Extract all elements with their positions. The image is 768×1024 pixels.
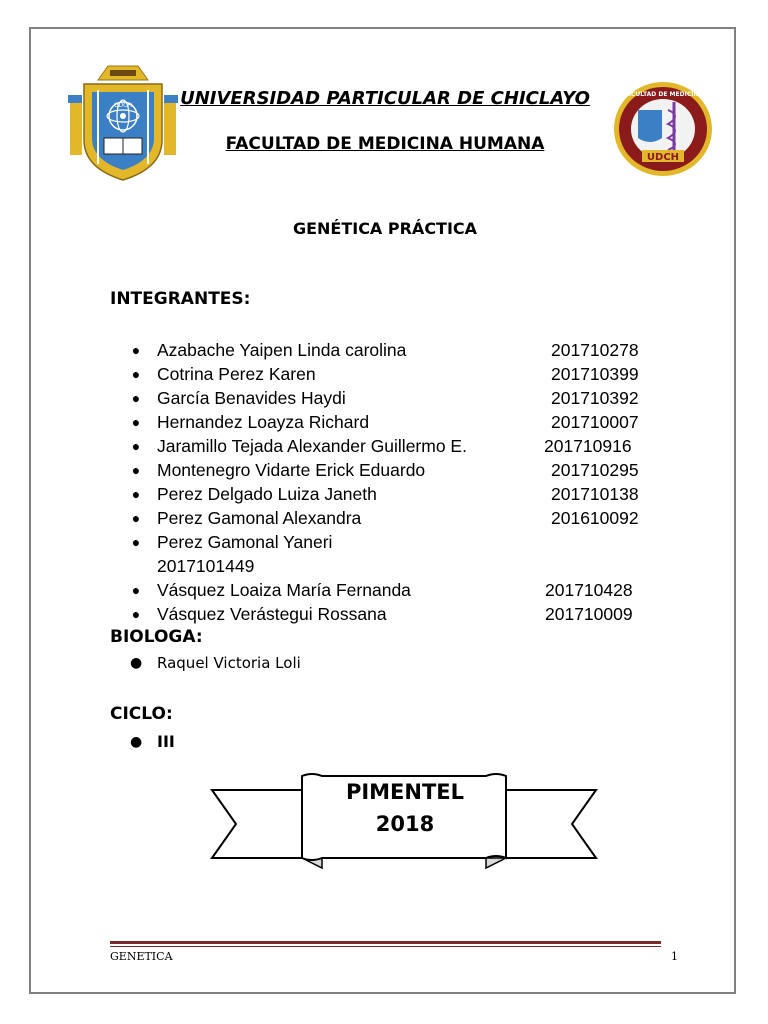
bullet-icon: ● <box>131 342 141 358</box>
university-name: UNIVERSIDAD PARTICULAR DE CHICLAYO <box>180 88 590 109</box>
bullet-icon: ● <box>131 486 141 502</box>
banner-year: 2018 <box>375 812 435 836</box>
list-item <box>130 506 690 530</box>
integrantes-heading: INTEGRANTES: <box>110 289 251 309</box>
member-name: Perez Gamonal Yaneri <box>157 532 333 552</box>
document-title: GENÉTICA PRÁCTICA <box>292 219 478 238</box>
university-logo <box>64 60 182 182</box>
member-code: 201710138 <box>551 484 639 504</box>
bullet-icon: ● <box>131 390 141 406</box>
logo-left-text: UDCH <box>114 102 132 109</box>
bullet-icon: ● <box>131 438 141 454</box>
list-item <box>130 578 690 602</box>
list-item <box>130 530 690 578</box>
member-code: 201710007 <box>551 412 639 432</box>
member-code: 201710009 <box>545 604 633 624</box>
member-name: Perez Delgado Luiza Janeth <box>157 484 377 504</box>
ciclo-value: III <box>157 732 175 751</box>
member-code: 201610092 <box>551 508 639 528</box>
bullet-icon: ● <box>130 734 143 750</box>
bullet-icon: ● <box>130 655 143 671</box>
footer-rule <box>110 941 661 944</box>
faculty-seal <box>612 80 714 178</box>
member-name: Vásquez Verástegui Rossana <box>157 604 387 624</box>
member-name: Vásquez Loaiza María Fernanda <box>157 580 411 600</box>
bullet-icon: ● <box>131 606 141 622</box>
biologa-heading: BIOLOGA: <box>110 627 203 647</box>
members-list <box>130 338 690 626</box>
bullet-icon: ● <box>131 366 141 382</box>
list-item <box>130 386 690 410</box>
bullet-icon: ● <box>131 582 141 598</box>
list-item <box>130 362 690 386</box>
member-name: Perez Gamonal Alexandra <box>157 508 362 528</box>
member-code: 201710428 <box>545 580 633 600</box>
member-code: 201710916 <box>544 436 632 456</box>
list-item <box>130 602 690 626</box>
member-name: Montenegro Vidarte Erick Eduardo <box>157 460 426 480</box>
list-item <box>130 458 690 482</box>
member-name: Azabache Yaipen Linda carolina <box>157 340 407 360</box>
list-item <box>130 482 690 506</box>
member-name: Jaramillo Tejada Alexander Guillermo E. <box>157 436 467 456</box>
member-code: 2017101449 <box>157 556 255 576</box>
member-code: 201710399 <box>551 364 639 384</box>
list-item <box>130 338 690 362</box>
list-item <box>130 434 690 458</box>
member-name: García Benavides Haydi <box>157 388 346 408</box>
member-name: Hernandez Loayza Richard <box>157 412 370 432</box>
member-code: 201710278 <box>551 340 639 360</box>
biologa-name: Raquel Victoria Loli <box>157 654 301 672</box>
seal-text: FACULTAD DE MEDICINA <box>622 91 704 98</box>
member-code: 201710392 <box>551 388 639 408</box>
bullet-icon: ● <box>131 534 141 550</box>
footer-rule-thin <box>110 946 661 947</box>
footer-label: GENETICA <box>110 950 173 963</box>
bullet-icon: ● <box>131 414 141 430</box>
member-name: Cotrina Perez Karen <box>157 364 316 384</box>
member-code: 201710295 <box>551 460 639 480</box>
faculty-name: FACULTAD DE MEDICINA HUMANA <box>225 134 545 154</box>
ciclo-heading: CICLO: <box>110 704 173 724</box>
bullet-icon: ● <box>131 462 141 478</box>
bullet-icon: ● <box>131 510 141 526</box>
banner-place: PIMENTEL <box>345 780 465 804</box>
seal-abbr: UDCH <box>646 152 680 163</box>
list-item <box>130 410 690 434</box>
page-number: 1 <box>671 950 678 963</box>
